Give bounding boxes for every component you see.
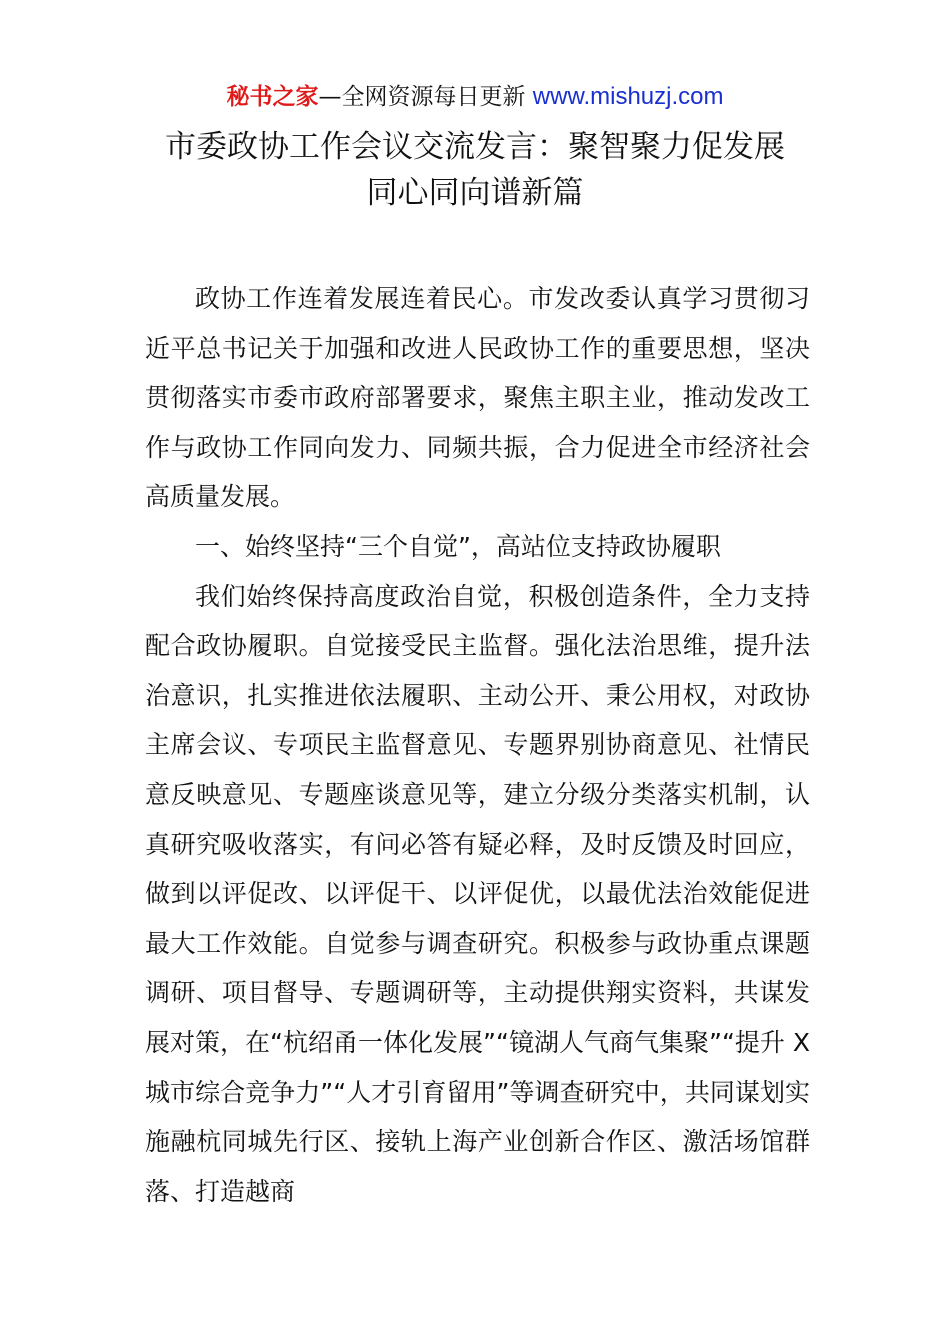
body-paragraph-intro: 政协工作连着发展连着民心。市发改委认真学习贯彻习近平总书记关于加强和改进人民政协工作的重要思想，坚决贯彻落实市委市政府部署要求，聚焦主职主业，推动发改工作与政协工作同向发力、同频共振，合力促进全市经济社会高质量发展。 bbox=[145, 284, 810, 512]
section-heading-1: 一、始终坚持“三个自觉”，高站位支持政协履职 bbox=[195, 531, 721, 561]
header-tagline: —全网资源每日更新 bbox=[318, 84, 533, 110]
site-url-link[interactable]: www.mishuzj.com bbox=[532, 83, 724, 110]
title-line-1: 市委政协工作会议交流发言：聚智聚力促发展 bbox=[165, 129, 785, 165]
brand-name: 秘书之家 bbox=[226, 84, 319, 110]
document-body bbox=[145, 274, 810, 1216]
document-title bbox=[0, 124, 950, 216]
body-paragraph-2: 我们始终保持高度政治自觉，积极创造条件，全力支持配合政协履职。自觉接受民主监督。强化法治思维，提升法治意识，扎实推进依法履职、主动公开、秉公用权，对政协主席会议、专项民主监督意见、专题界别协商意见、社情民意反映意见、专题座谈意见等，建立分级分类落实机制，认真研究吸收落实，有问必答有疑必释，及时反馈及时回应，做到以评促改、以评促干、以评促优，以最优法治效能促进最大工作效能。自觉参与调查研究。积极参与政协重点课题调研、项目督导、专题调研等，主动提供翔实资料，共谋发展对策，在“杭绍甬一体化发展”“镜湖人气商气集聚”“提升 X 城市综合竞争力”“人才引育留用”等调查研究中，共同谋划实施融杭同城先行区、接轨上海产业创新合作区、激活场馆群落、打造越商 bbox=[145, 581, 810, 1206]
title-line-2: 同心同向谱新篇 bbox=[366, 175, 584, 211]
site-header-banner bbox=[0, 80, 950, 114]
